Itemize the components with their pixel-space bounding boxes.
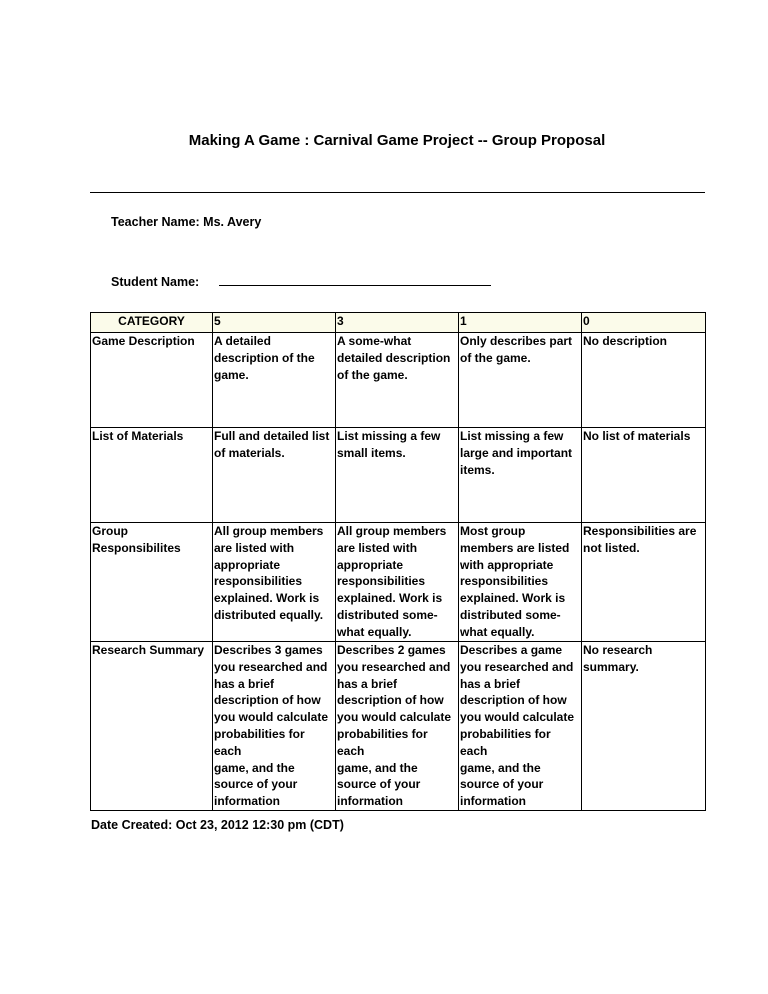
table-cell: All group members are listed with appropriate responsibilities explained. Work is distributed equally. — [213, 523, 336, 642]
table-cell: Only describes part of the game. — [459, 333, 582, 428]
header-category: CATEGORY — [91, 313, 213, 333]
table-cell: No research summary. — [582, 642, 706, 811]
row-category: Research Summary — [91, 642, 213, 811]
teacher-name: Teacher Name: Ms. Avery — [111, 215, 262, 229]
row-category: Group Responsibilites — [91, 523, 213, 642]
table-row — [91, 523, 706, 642]
document-title: Making A Game : Carnival Game Project -- Group Proposal — [188, 132, 606, 149]
header-score-3: 3 — [336, 313, 459, 333]
table-cell: No description — [582, 333, 706, 428]
title-divider — [90, 192, 705, 193]
table-cell: Full and detailed list of materials. — [213, 428, 336, 523]
student-name-row — [111, 274, 491, 289]
table-cell: Responsibilities are not listed. — [582, 523, 706, 642]
header-score-1: 1 — [459, 313, 582, 333]
table-cell: A some-what detailed description of the game. — [336, 333, 459, 428]
row-category: Game Description — [91, 333, 213, 428]
row-category: List of Materials — [91, 428, 213, 523]
table-row — [91, 642, 706, 811]
table-row — [91, 333, 706, 428]
table-header-row — [91, 313, 706, 333]
date-created: Date Created: Oct 23, 2012 12:30 pm (CDT) — [91, 818, 344, 832]
table-cell: A detailed description of the game. — [213, 333, 336, 428]
table-cell: Most group members are listed with appropriate responsibilities explained. Work is distributed some- what equally. — [459, 523, 582, 642]
table-cell: Describes 3 games you researched and has a brief description of how you would calculate probabilities for each game, and the source of your information — [213, 642, 336, 811]
table-cell: List missing a few small items. — [336, 428, 459, 523]
table-cell: Describes a game you researched and has a brief description of how you would calculate probabilities for each game, and the source of your information — [459, 642, 582, 811]
table-cell: No list of materials — [582, 428, 706, 523]
rubric-table — [90, 312, 706, 811]
table-row — [91, 428, 706, 523]
header-score-0: 0 — [582, 313, 706, 333]
student-name-blank — [219, 274, 491, 286]
table-cell: All group members are listed with appropriate responsibilities explained. Work is distributed some- what equally. — [336, 523, 459, 642]
header-score-5: 5 — [213, 313, 336, 333]
table-cell: List missing a few large and important items. — [459, 428, 582, 523]
table-cell: Describes 2 games you researched and has a brief description of how you would calculate probabilities for each game, and the source of your information — [336, 642, 459, 811]
student-name-label: Student Name: — [111, 275, 200, 289]
